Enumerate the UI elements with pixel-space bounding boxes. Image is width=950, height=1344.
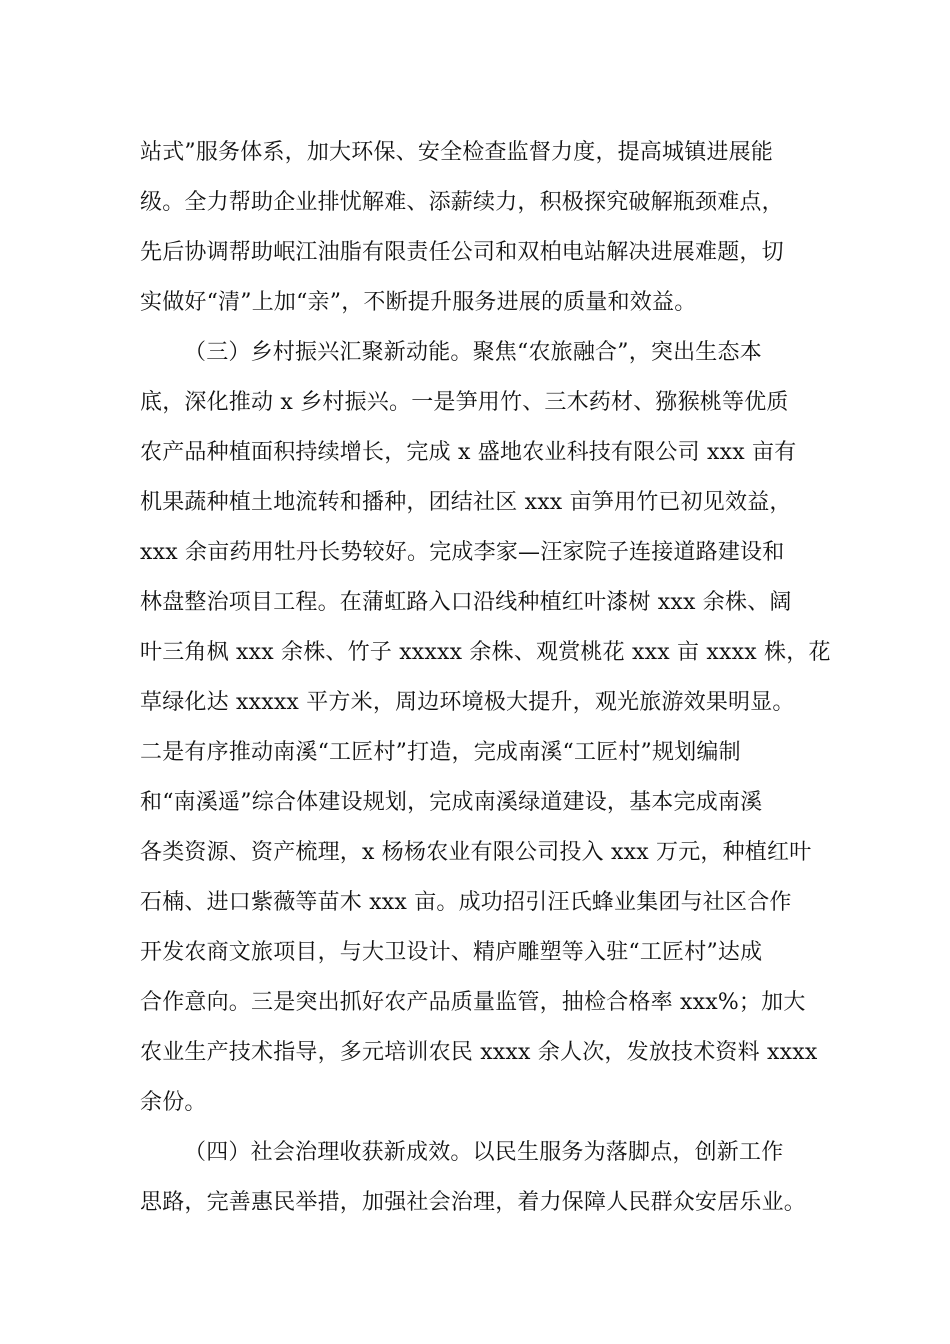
text-line: 农业生产技术指导，多元培训农民 xxxx 余人次，发放技术资料 xxxx xyxy=(140,1040,818,1065)
text-line: 余份。 xyxy=(140,1090,207,1115)
text-line: 底，深化推动 x 乡村振兴。一是笋用竹、三木药材、猕猴桃等优质 xyxy=(140,390,789,415)
text-line: 各类资源、资产梳理，x 杨杨农业有限公司投入 xxx 万元，种植红叶 xyxy=(140,840,812,865)
text-line: 合作意向。三是突出抓好农产品质量监管，抽检合格率 xxx%；加大 xyxy=(140,990,806,1015)
text-line: 实做好“清”上加“亲”，不断提升服务进展的质量和效益。 xyxy=(140,290,697,315)
text-line: 农产品种植面积持续增长，完成 x 盛地农业科技有限公司 xxx 亩有 xyxy=(140,440,797,465)
text-line: 先后协调帮助岷江油脂有限责任公司和双柏电站解决进展难题，切 xyxy=(140,240,784,265)
text-line: 石楠、进口紫薇等苗木 xxx 亩。成功招引汪氏蜂业集团与社区合作 xyxy=(140,890,792,915)
text-line: 二是有序推动南溪“工匠村”打造，完成南溪“工匠村”规划编制 xyxy=(140,740,741,765)
text-line: 和“南溪遥”综合体建设规划，完成南溪绿道建设，基本完成南溪 xyxy=(140,790,763,815)
text-line: 思路，完善惠民举措，加强社会治理，着力保障人民群众安居乐业。 xyxy=(140,1190,807,1215)
text-line: 站式”服务体系，加大环保、安全检查监督力度，提高城镇进展能 xyxy=(140,140,774,165)
text-line: 级。全力帮助企业排忧解难、添薪续力，积极探究破解瓶颈难点， xyxy=(140,190,784,215)
text-line: 机果蔬种植土地流转和播种，团结社区 xxx 亩笋用竹已初见效益， xyxy=(140,490,792,515)
body-text xyxy=(140,128,831,1228)
text-line: xxx 余亩药用牡丹长势较好。完成李家—汪家院子连接道路建设和 xyxy=(140,540,785,565)
text-line: 林盘整治项目工程。在蒲虹路入口沿线种植红叶漆树 xxx 余株、阔 xyxy=(140,590,792,615)
text-line: 开发农商文旅项目，与大卫设计、精庐雕塑等入驻“工匠村”达成 xyxy=(140,940,763,965)
section-heading-line: （三）乡村振兴汇聚新动能。聚焦“农旅融合”，突出生态本 xyxy=(184,340,762,365)
section-heading-line: （四）社会治理收获新成效。以民生服务为落脚点，创新工作 xyxy=(184,1140,784,1165)
text-line: 叶三角枫 xxx 余株、竹子 xxxxx 余株、观赏桃花 xxx 亩 xxxx 株，花 xyxy=(140,640,831,665)
text-line: 草绿化达 xxxxx 平方米，周边环境极大提升，观光旅游效果明显。 xyxy=(140,690,795,715)
